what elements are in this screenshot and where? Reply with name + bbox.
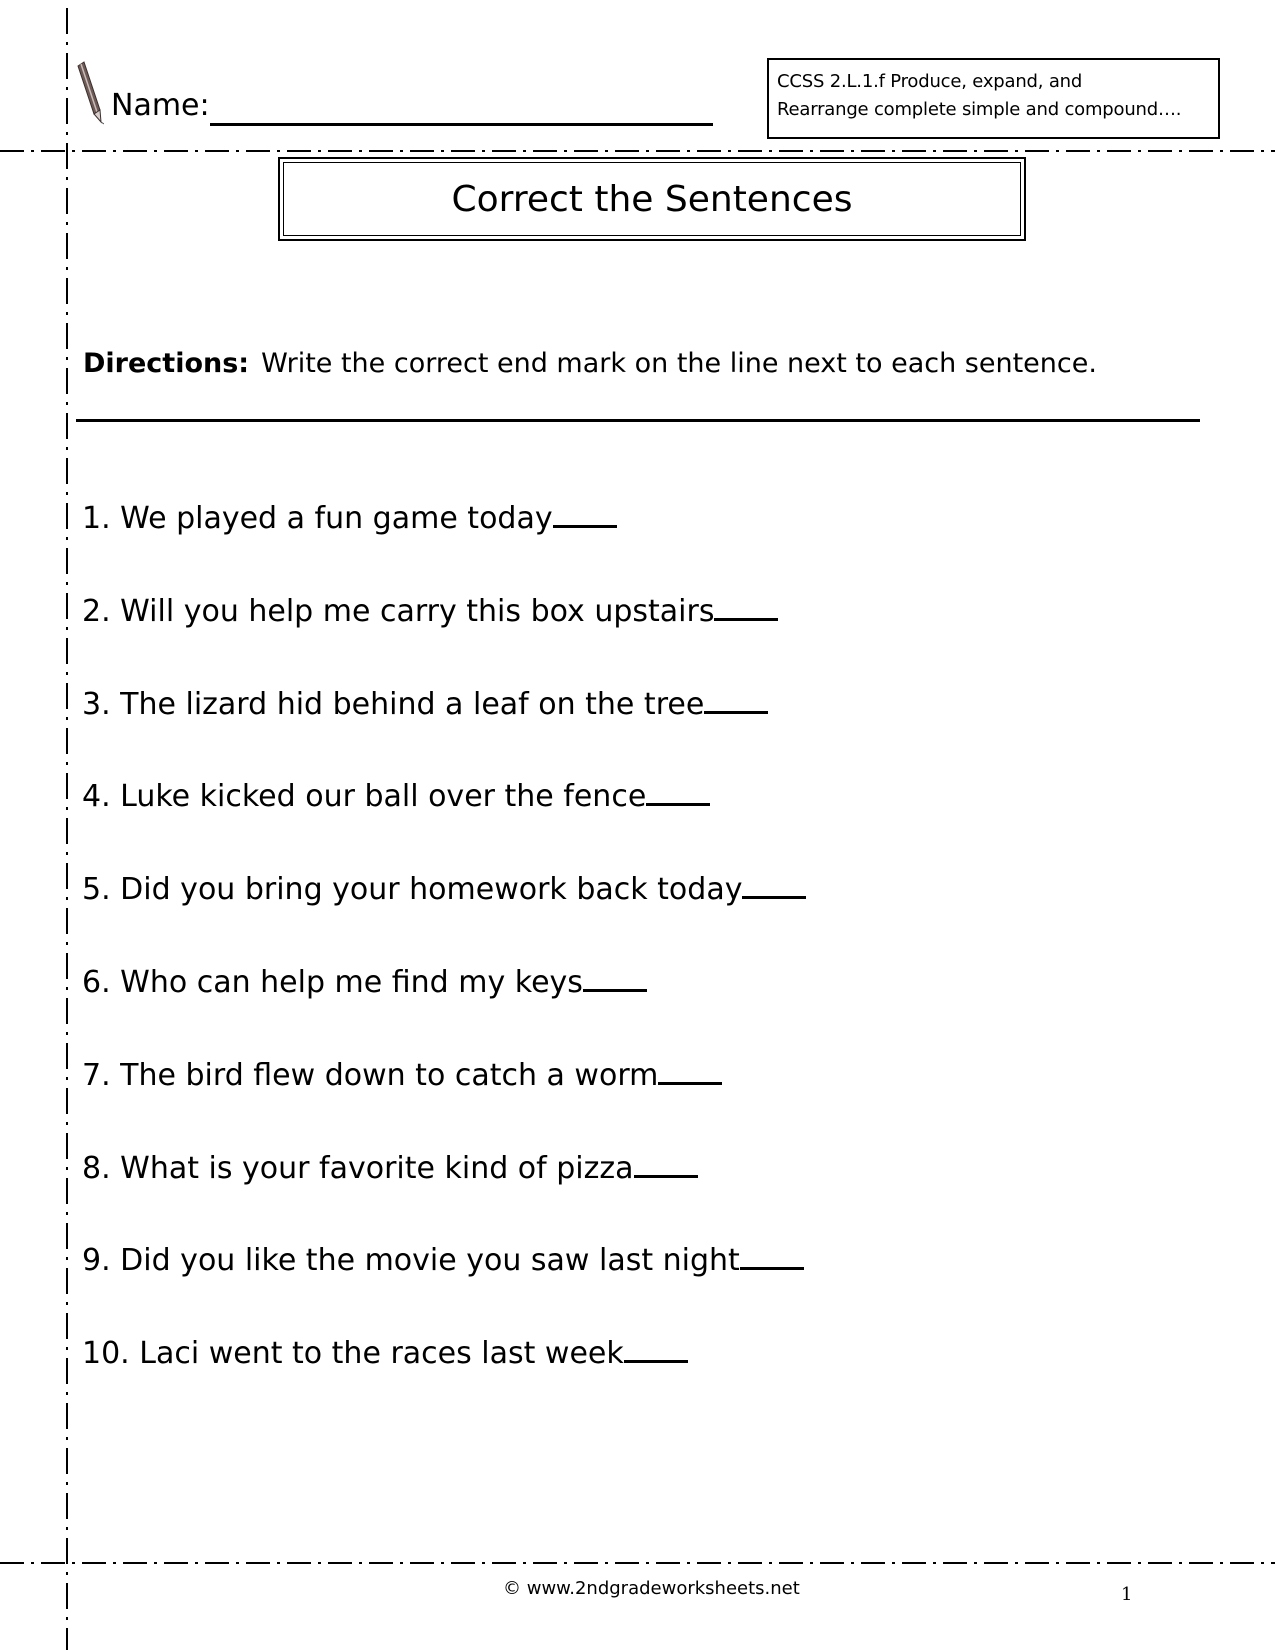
list-item: [82, 866, 806, 959]
item-text: Did you like the movie you saw last night: [120, 1243, 740, 1279]
page-title: Correct the Sentences: [283, 162, 1021, 236]
answer-blank[interactable]: [646, 773, 710, 806]
answer-blank[interactable]: [553, 495, 617, 528]
item-number: 6.: [82, 964, 111, 1000]
list-item: [82, 1237, 806, 1330]
answer-blank[interactable]: [742, 866, 806, 899]
cut-line-top: [0, 150, 1275, 152]
margin-cut-line-vertical: [66, 8, 68, 1650]
item-text: Laci went to the races last week: [139, 1336, 624, 1372]
footer-copyright: © www.2ndgradeworksheets.net: [503, 1578, 800, 1599]
list-item: [82, 959, 806, 1052]
answer-blank[interactable]: [714, 588, 778, 621]
answer-blank[interactable]: [634, 1145, 698, 1178]
divider-rule: [76, 419, 1200, 422]
item-number: 9.: [82, 1243, 111, 1279]
item-text: We played a fun game today: [120, 501, 553, 536]
list-item: [82, 1145, 806, 1238]
item-text: Luke kicked our ball over the fence: [120, 779, 647, 815]
list-item: [82, 773, 806, 866]
item-number: 8.: [82, 1150, 111, 1186]
standard-line-2: Rearrange complete simple and compound….: [777, 99, 1182, 120]
pencil-icon: [74, 60, 104, 126]
cut-line-bottom: [0, 1562, 1275, 1564]
sentence-list: [82, 495, 806, 1423]
answer-blank[interactable]: [704, 681, 768, 714]
name-input-line[interactable]: [210, 123, 713, 126]
list-item: [82, 495, 806, 588]
answer-blank[interactable]: [740, 1237, 804, 1270]
directions-label: Directions:: [83, 348, 250, 379]
item-number: 5.: [82, 872, 111, 908]
answer-blank[interactable]: [624, 1330, 688, 1363]
page-number: 1: [1121, 1584, 1133, 1605]
name-label: Name:: [111, 88, 210, 123]
item-number: 10.: [82, 1336, 140, 1372]
title-box: [278, 157, 1026, 241]
list-item: [82, 588, 806, 681]
list-item: [82, 1330, 806, 1423]
answer-blank[interactable]: [583, 959, 647, 992]
standard-line-1: CCSS 2.L.1.f Produce, expand, and: [777, 71, 1083, 92]
item-text: Will you help me carry this box upstairs: [120, 593, 715, 629]
list-item: [82, 1052, 806, 1145]
item-number: 1.: [82, 501, 111, 536]
list-item: [82, 681, 806, 774]
item-text: Who can help me find my keys: [120, 964, 583, 1000]
standard-box: [767, 58, 1220, 139]
item-text: The lizard hid behind a leaf on the tree: [120, 686, 705, 722]
item-text: The bird flew down to catch a worm: [120, 1057, 659, 1093]
item-number: 4.: [82, 779, 111, 815]
item-number: 2.: [82, 593, 111, 629]
item-text: Did you bring your homework back today: [120, 872, 743, 908]
directions: [83, 348, 1097, 379]
answer-blank[interactable]: [658, 1052, 722, 1085]
directions-text: Write the correct end mark on the line next to each sentence.: [261, 348, 1097, 379]
item-number: 3.: [82, 686, 111, 722]
item-text: What is your favorite kind of pizza: [120, 1150, 634, 1186]
item-number: 7.: [82, 1057, 111, 1093]
